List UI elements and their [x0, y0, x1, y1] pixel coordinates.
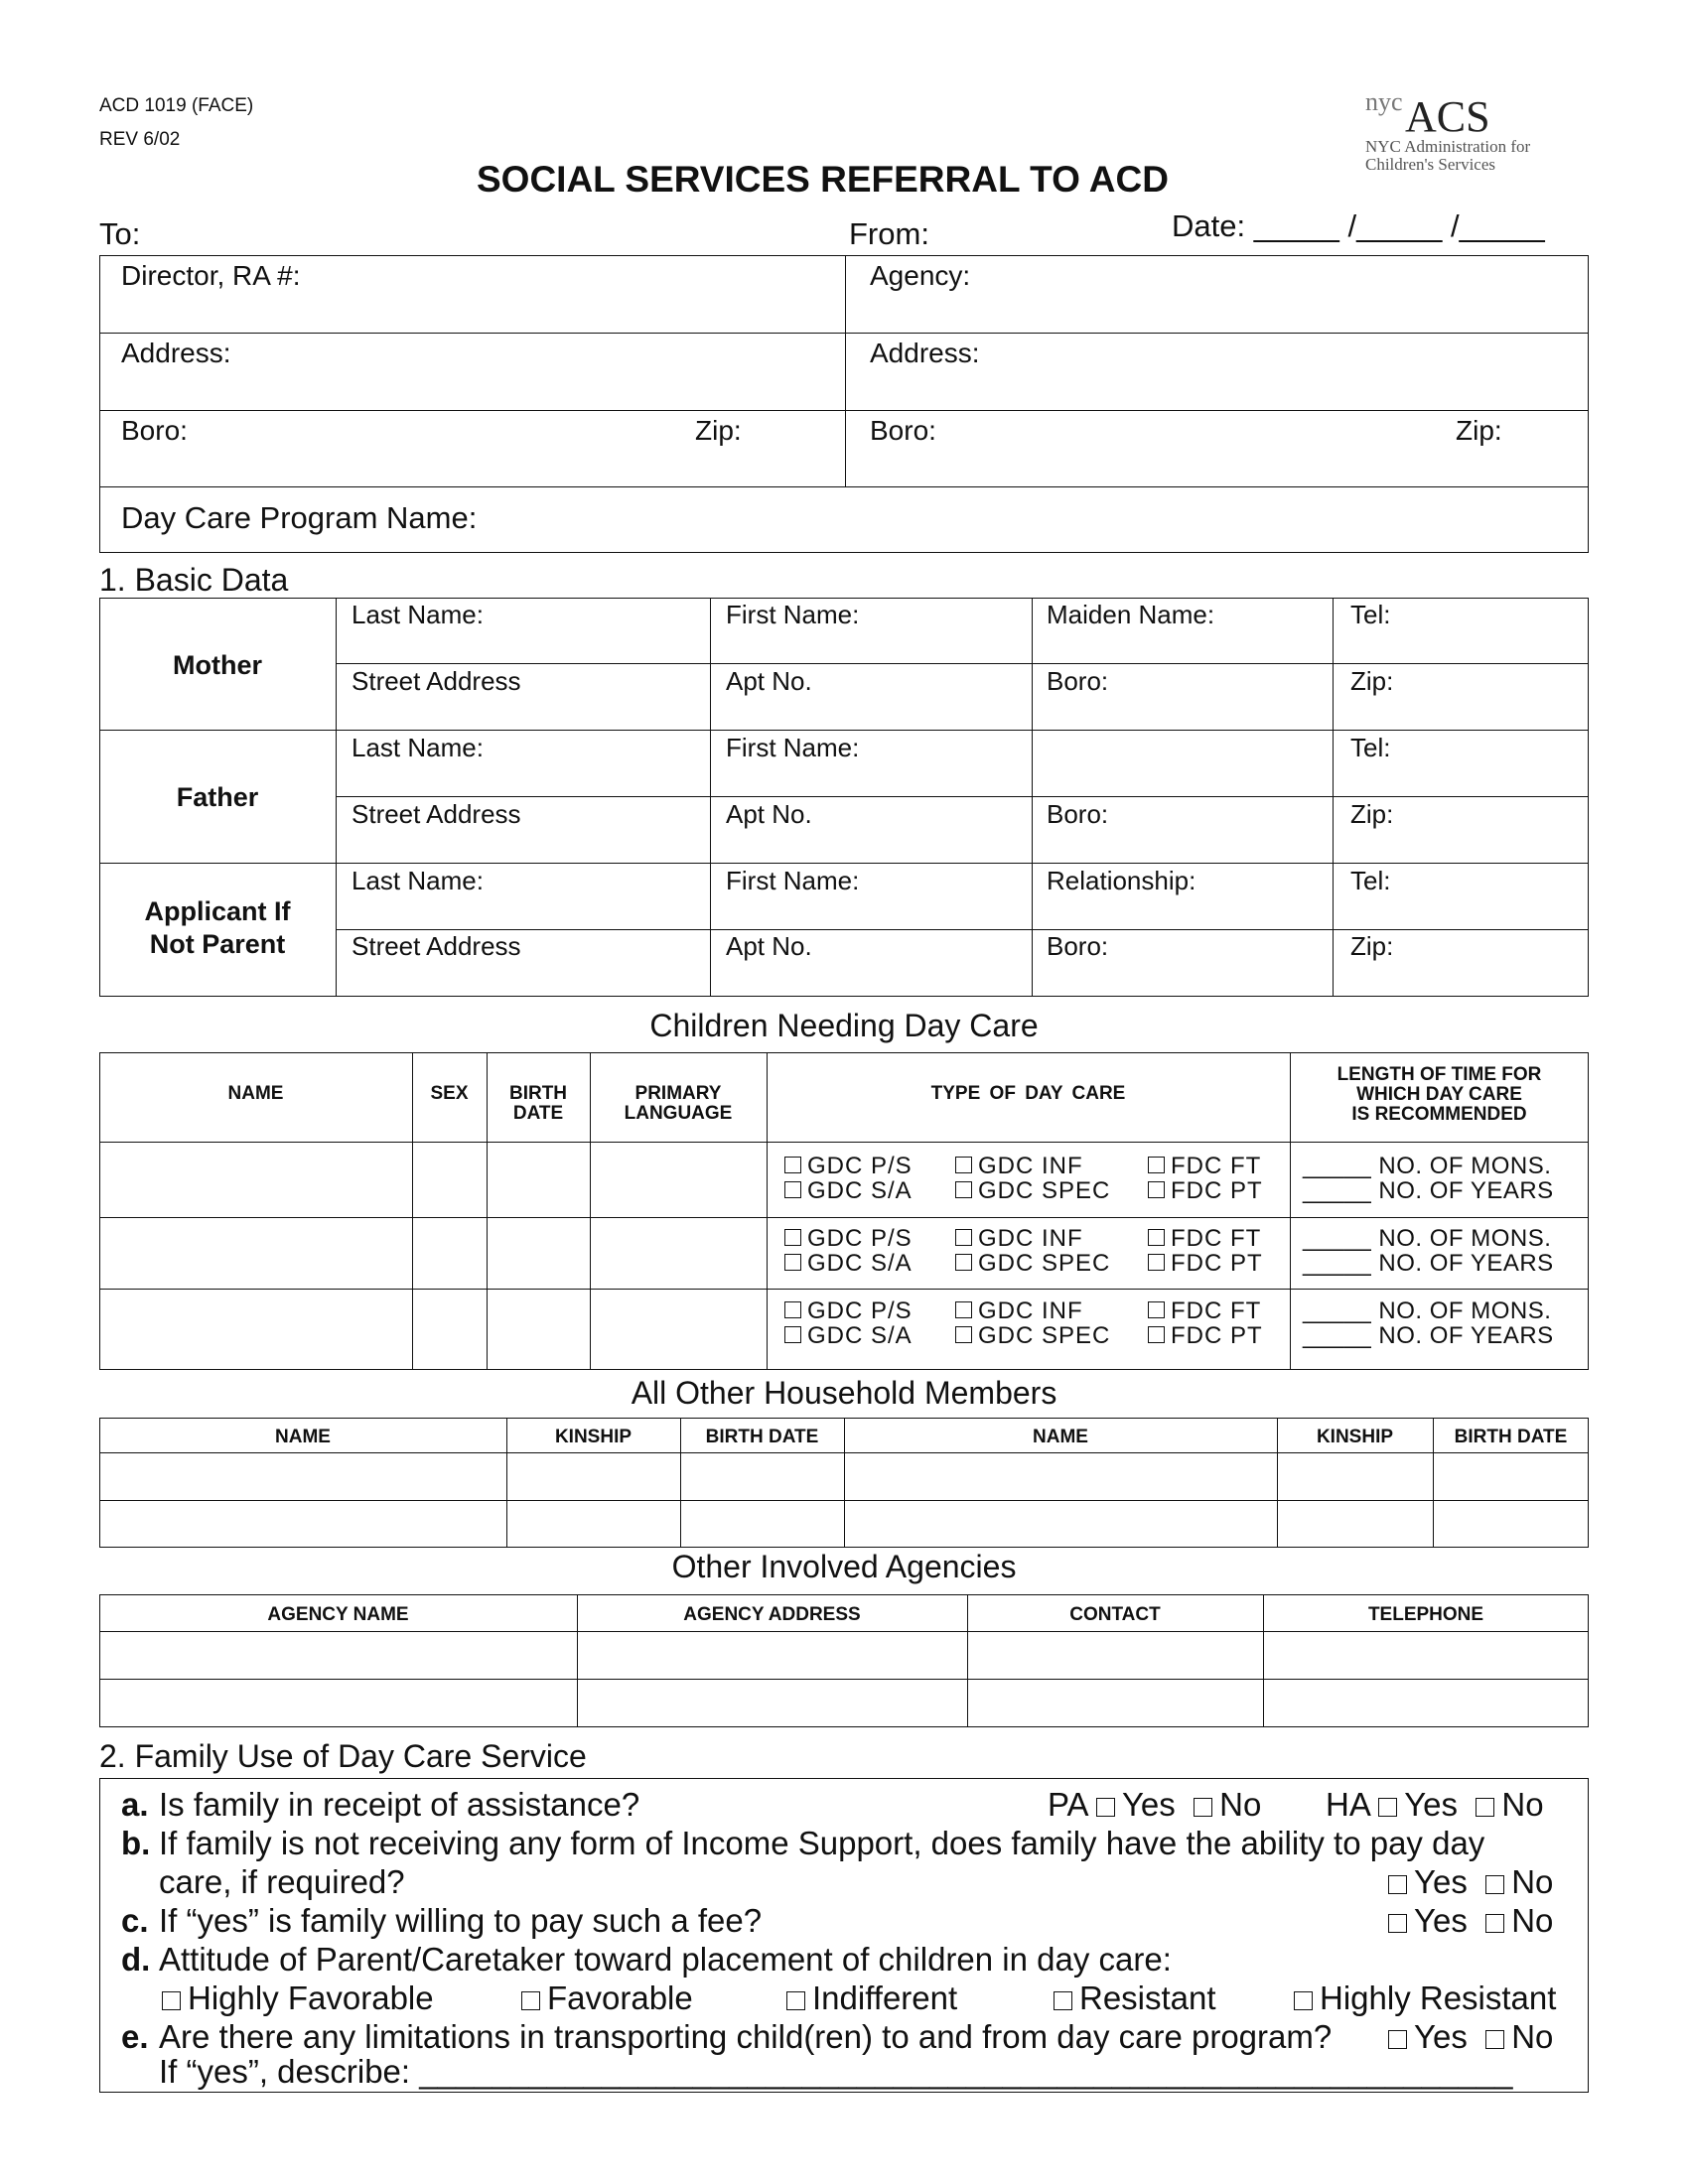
father-tel[interactable]: Tel:	[1350, 733, 1391, 762]
ch-rule-3	[99, 1289, 1589, 1290]
opt-label: FDC PT	[1171, 1322, 1263, 1349]
applicant-label-line-2: Not Parent	[149, 929, 286, 959]
father-label: Father	[176, 782, 259, 812]
attitude-favorable[interactable]	[521, 1979, 693, 2017]
question-c-text: If “yes” is family willing to pay such a fee?	[159, 1902, 763, 1939]
checkbox-icon[interactable]	[1148, 1301, 1165, 1318]
routing-divider	[845, 255, 846, 486]
no-label: No	[1219, 1786, 1262, 1823]
bd-rule-2	[99, 730, 1589, 731]
question-b-letter: b.	[121, 1825, 151, 1861]
from-label: From:	[849, 216, 929, 251]
opt-gdc-inf-1[interactable]	[955, 1153, 1083, 1180]
no-label: No	[1511, 1863, 1554, 1900]
c-no-checkbox[interactable]	[1485, 1914, 1504, 1933]
pa-no-checkbox[interactable]	[1194, 1798, 1212, 1817]
opt-label: FDC PT	[1171, 1177, 1263, 1204]
checkbox-icon[interactable]	[955, 1229, 972, 1246]
checkbox-icon[interactable]	[955, 1254, 972, 1271]
opt-gdc-sa-1[interactable]	[784, 1177, 913, 1205]
c-yes-checkbox[interactable]	[1388, 1914, 1407, 1933]
attitude-indifferent[interactable]	[786, 1979, 957, 2017]
opt-label: GDC S/A	[807, 1250, 913, 1277]
household-col-name-1: NAME	[275, 1427, 331, 1447]
question-a-letter: a.	[121, 1786, 149, 1823]
checkbox-icon[interactable]	[784, 1181, 801, 1198]
father-last-name[interactable]: Last Name:	[352, 733, 484, 762]
ha-label: HA	[1326, 1786, 1370, 1823]
question-e-text: Are there any limitations in transporting child(ren) to and from day care program?	[159, 2018, 1333, 2055]
household-col-name-2: NAME	[1033, 1427, 1088, 1447]
form-revision: REV 6/02	[99, 129, 181, 150]
mother-maiden-name[interactable]: Maiden Name:	[1047, 600, 1215, 629]
father-apt[interactable]: Apt No.	[726, 799, 812, 829]
opt-fdc-pt-3[interactable]	[1148, 1322, 1263, 1350]
blank-line: _____	[1303, 1177, 1372, 1204]
opt-label: GDC INF	[978, 1297, 1083, 1324]
question-b-options	[1388, 1863, 1553, 1901]
ag-rule-1	[99, 1631, 1589, 1632]
checkbox-icon[interactable]	[784, 1326, 801, 1343]
opt-label: FDC FT	[1171, 1297, 1262, 1324]
question-a-ha-options	[1326, 1786, 1544, 1824]
attitude-resistant[interactable]	[1054, 1979, 1216, 2017]
b-yes-checkbox[interactable]	[1388, 1875, 1407, 1894]
agencies-col-name: AGENCY NAME	[267, 1604, 409, 1625]
opt-gdc-spec-2[interactable]	[955, 1250, 1110, 1278]
household-col-birth-1: BIRTH DATE	[705, 1427, 819, 1447]
blank-line: _____	[1303, 1322, 1372, 1349]
blank-line: _____	[1303, 1297, 1372, 1324]
opt-label: GDC SPEC	[978, 1177, 1111, 1204]
checkbox-icon[interactable]	[784, 1157, 801, 1173]
from-boro-field[interactable]: Boro:	[870, 415, 936, 446]
years-label: NO. OF YEARS	[1378, 1250, 1554, 1277]
applicant-tel[interactable]: Tel:	[1350, 866, 1391, 895]
opt-label: FDC FT	[1171, 1153, 1262, 1179]
blank-line: _____	[1303, 1250, 1372, 1277]
blank-line: _____	[1303, 1225, 1372, 1252]
date-field[interactable]: Date: _____ /_____ /_____	[1172, 208, 1545, 243]
routing-rule-2	[99, 410, 1589, 411]
routing-rule-3	[99, 486, 1589, 487]
question-e-letter: e.	[121, 2018, 149, 2055]
opt-label: GDC P/S	[807, 1153, 913, 1179]
routing-rule-1	[99, 333, 1589, 334]
bd-rule-3	[336, 796, 1589, 797]
applicant-street[interactable]: Street Address	[352, 931, 521, 961]
children-col-length-3: IS RECOMMENDED	[1351, 1104, 1527, 1125]
question-c-letter: c.	[121, 1902, 149, 1939]
ha-yes-checkbox[interactable]	[1378, 1798, 1397, 1817]
opt-gdc-inf-3[interactable]	[955, 1297, 1083, 1325]
mother-tel[interactable]: Tel:	[1350, 600, 1391, 629]
father-street[interactable]: Street Address	[352, 799, 521, 829]
logo-line-1: NYC Administration for	[1365, 137, 1531, 156]
agencies-col-telephone: TELEPHONE	[1367, 1604, 1484, 1625]
to-zip-field[interactable]: Zip:	[695, 415, 742, 446]
months-label: NO. OF MONS.	[1378, 1225, 1552, 1252]
checkbox-icon[interactable]	[1148, 1181, 1165, 1198]
opt-label: FDC PT	[1171, 1250, 1263, 1277]
attitude-label: Resistant	[1079, 1979, 1216, 2016]
children-col-lang-1: PRIMARY	[634, 1083, 722, 1104]
mother-boro[interactable]: Boro:	[1047, 666, 1109, 696]
opt-label: GDC P/S	[807, 1225, 913, 1252]
household-col-birth-2: BIRTH DATE	[1454, 1427, 1568, 1447]
applicant-first-name[interactable]: First Name:	[726, 866, 860, 895]
opt-fdc-pt-2[interactable]	[1148, 1250, 1263, 1278]
ha-no-checkbox[interactable]	[1476, 1798, 1494, 1817]
to-address-field[interactable]: Address:	[121, 338, 231, 368]
question-c-options	[1388, 1902, 1553, 1940]
agencies-heading: Other Involved Agencies	[671, 1549, 1017, 1584]
bd-col-4	[1333, 598, 1334, 997]
opt-label: GDC INF	[978, 1225, 1083, 1252]
attitude-label: Highly Favorable	[188, 1979, 434, 2016]
page-title: SOCIAL SERVICES REFERRAL TO ACD	[477, 159, 1169, 200]
to-boro-field[interactable]: Boro:	[121, 415, 188, 446]
yes-label: Yes	[1414, 2018, 1468, 2055]
father-zip[interactable]: Zip:	[1350, 799, 1394, 829]
yes-label: Yes	[1404, 1786, 1459, 1823]
hh-rule-1	[99, 1452, 1589, 1453]
children-col-length-1: LENGTH OF TIME FOR	[1336, 1064, 1542, 1085]
bd-col-2	[710, 598, 711, 997]
applicant-boro[interactable]: Boro:	[1047, 931, 1109, 961]
opt-gdc-sa-2[interactable]	[784, 1250, 913, 1278]
applicant-last-name[interactable]: Last Name:	[352, 866, 484, 895]
father-first-name[interactable]: First Name:	[726, 733, 860, 762]
ch-rule-2	[99, 1217, 1589, 1218]
checkbox-icon[interactable]	[955, 1157, 972, 1173]
checkbox-icon[interactable]	[1148, 1157, 1165, 1173]
checkbox-icon[interactable]	[955, 1301, 972, 1318]
checkbox-icon[interactable]	[786, 1991, 805, 2010]
months-field-2[interactable]	[1303, 1225, 1551, 1253]
years-label: NO. OF YEARS	[1378, 1177, 1554, 1204]
checkbox-icon[interactable]	[1148, 1326, 1165, 1343]
children-col-lang-2: LANGUAGE	[624, 1103, 733, 1124]
no-label: No	[1511, 2018, 1554, 2055]
opt-gdc-ps-3[interactable]	[784, 1297, 913, 1325]
checkbox-icon[interactable]	[1148, 1229, 1165, 1246]
attitude-label: Indifferent	[812, 1979, 958, 2016]
from-zip-field[interactable]: Zip:	[1456, 415, 1502, 446]
program-name-field[interactable]: Day Care Program Name:	[121, 500, 478, 535]
checkbox-icon[interactable]	[1148, 1254, 1165, 1271]
applicant-label-line-1: Applicant If	[144, 896, 291, 926]
attitude-label: Highly Resistant	[1320, 1979, 1557, 2016]
logo-acs-text: ACS	[1405, 92, 1490, 141]
opt-gdc-ps-2[interactable]	[784, 1225, 913, 1253]
pa-label: PA	[1048, 1786, 1087, 1823]
from-address-field[interactable]: Address:	[870, 338, 980, 368]
children-col-type: TYPE OF DAY CARE	[930, 1083, 1126, 1104]
checkbox-icon[interactable]	[955, 1181, 972, 1198]
attitude-highly-favorable[interactable]	[162, 1979, 434, 2017]
opt-fdc-ft-1[interactable]	[1148, 1153, 1261, 1180]
pa-yes-checkbox[interactable]	[1096, 1798, 1115, 1817]
opt-label: FDC FT	[1171, 1225, 1262, 1252]
mother-last-name[interactable]: Last Name:	[352, 600, 484, 629]
opt-label: GDC SPEC	[978, 1322, 1111, 1349]
opt-label: GDC S/A	[807, 1177, 913, 1204]
household-col-kinship-1: KINSHIP	[554, 1427, 633, 1447]
bd-col-3	[1032, 598, 1033, 997]
opt-label: GDC INF	[978, 1153, 1083, 1179]
agencies-col-address: AGENCY ADDRESS	[683, 1604, 861, 1625]
attitude-highly-resistant[interactable]	[1294, 1979, 1556, 2017]
yes-label: Yes	[1414, 1863, 1468, 1900]
ag-rule-2	[99, 1679, 1589, 1680]
months-field-3[interactable]	[1303, 1297, 1551, 1325]
yes-label: Yes	[1414, 1902, 1468, 1939]
checkbox-icon[interactable]	[784, 1229, 801, 1246]
question-e-options	[1388, 2018, 1553, 2056]
applicant-apt[interactable]: Apt No.	[726, 931, 812, 961]
children-col-birth-1: BIRTH	[508, 1083, 568, 1104]
checkbox-icon[interactable]	[521, 1991, 540, 2010]
describe-field[interactable]: If “yes”, describe: ____________________________________________________________	[159, 2053, 1513, 2090]
opt-label: GDC SPEC	[978, 1250, 1111, 1277]
months-label: NO. OF MONS.	[1378, 1153, 1552, 1179]
to-label: To:	[99, 216, 141, 251]
opt-gdc-spec-3[interactable]	[955, 1322, 1110, 1350]
applicant-zip[interactable]: Zip:	[1350, 931, 1394, 961]
question-b-text-2: care, if required?	[159, 1863, 405, 1900]
acs-logo	[1365, 87, 1604, 177]
opt-label: GDC P/S	[807, 1297, 913, 1324]
form-code: ACD 1019 (FACE)	[99, 95, 254, 116]
agencies-col-contact: CONTACT	[1069, 1604, 1161, 1625]
mother-street[interactable]: Street Address	[352, 666, 521, 696]
checkbox-icon[interactable]	[1054, 1991, 1072, 2010]
no-label: No	[1501, 1786, 1544, 1823]
opt-gdc-sa-3[interactable]	[784, 1322, 913, 1350]
logo-line-2: Children's Services	[1365, 155, 1496, 174]
basic-data-heading: 1. Basic Data	[99, 562, 289, 598]
opt-fdc-ft-3[interactable]	[1148, 1297, 1261, 1325]
question-d-letter: d.	[121, 1941, 151, 1978]
family-use-heading: 2. Family Use of Day Care Service	[99, 1738, 587, 1774]
household-heading: All Other Household Members	[631, 1375, 1057, 1411]
checkbox-icon[interactable]	[162, 1991, 181, 2010]
b-no-checkbox[interactable]	[1485, 1875, 1504, 1894]
opt-label: GDC S/A	[807, 1322, 913, 1349]
household-col-kinship-2: KINSHIP	[1316, 1427, 1394, 1447]
children-col-name: NAME	[227, 1083, 284, 1104]
opt-gdc-ps-1[interactable]	[784, 1153, 913, 1180]
agency-field[interactable]: Agency:	[870, 260, 971, 291]
years-field-2[interactable]	[1303, 1250, 1554, 1278]
opt-fdc-pt-1[interactable]	[1148, 1177, 1263, 1205]
question-d-text: Attitude of Parent/Caretaker toward placement of children in day care:	[159, 1941, 1172, 1978]
e-no-checkbox[interactable]	[1485, 2030, 1504, 2049]
children-col-sex: SEX	[430, 1083, 469, 1104]
yes-label: Yes	[1121, 1786, 1176, 1823]
applicant-relationship[interactable]: Relationship:	[1047, 866, 1196, 895]
question-a-text: Is family in receipt of assistance?	[159, 1786, 640, 1823]
question-b-text-1: If family is not receiving any form of Income Support, does family have the ability to pay day	[159, 1825, 1485, 1861]
months-field-1[interactable]	[1303, 1153, 1551, 1180]
attitude-label: Favorable	[547, 1979, 693, 2016]
children-col-birth-2: DATE	[512, 1103, 564, 1124]
director-field[interactable]: Director, RA #:	[121, 260, 301, 291]
checkbox-icon[interactable]	[784, 1254, 801, 1271]
e-yes-checkbox[interactable]	[1388, 2030, 1407, 2049]
years-field-3[interactable]	[1303, 1322, 1554, 1350]
hh-rule-2	[99, 1500, 1589, 1501]
mother-apt[interactable]: Apt No.	[726, 666, 812, 696]
ch-rule-1	[99, 1142, 1589, 1143]
mother-label: Mother	[173, 650, 262, 680]
opt-fdc-ft-2[interactable]	[1148, 1225, 1261, 1253]
blank-line: _____	[1303, 1153, 1372, 1179]
mother-zip[interactable]: Zip:	[1350, 666, 1394, 696]
children-heading: Children Needing Day Care	[649, 1008, 1039, 1043]
children-col-length-2: WHICH DAY CARE	[1356, 1084, 1522, 1105]
years-label: NO. OF YEARS	[1378, 1322, 1554, 1349]
bd-rule-5	[336, 929, 1589, 930]
years-field-1[interactable]	[1303, 1177, 1554, 1205]
no-label: No	[1511, 1902, 1554, 1939]
opt-gdc-spec-1[interactable]	[955, 1177, 1110, 1205]
checkbox-icon[interactable]	[955, 1326, 972, 1343]
bd-rule-4	[99, 863, 1589, 864]
bd-col-1	[336, 598, 337, 997]
bd-rule-1	[336, 663, 1589, 664]
checkbox-icon[interactable]	[784, 1301, 801, 1318]
checkbox-icon[interactable]	[1294, 1991, 1313, 2010]
logo-nyc-text: nyc	[1365, 87, 1403, 116]
months-label: NO. OF MONS.	[1378, 1297, 1552, 1324]
question-a-pa-options	[1048, 1786, 1261, 1824]
father-boro[interactable]: Boro:	[1047, 799, 1109, 829]
mother-first-name[interactable]: First Name:	[726, 600, 860, 629]
opt-gdc-inf-2[interactable]	[955, 1225, 1083, 1253]
